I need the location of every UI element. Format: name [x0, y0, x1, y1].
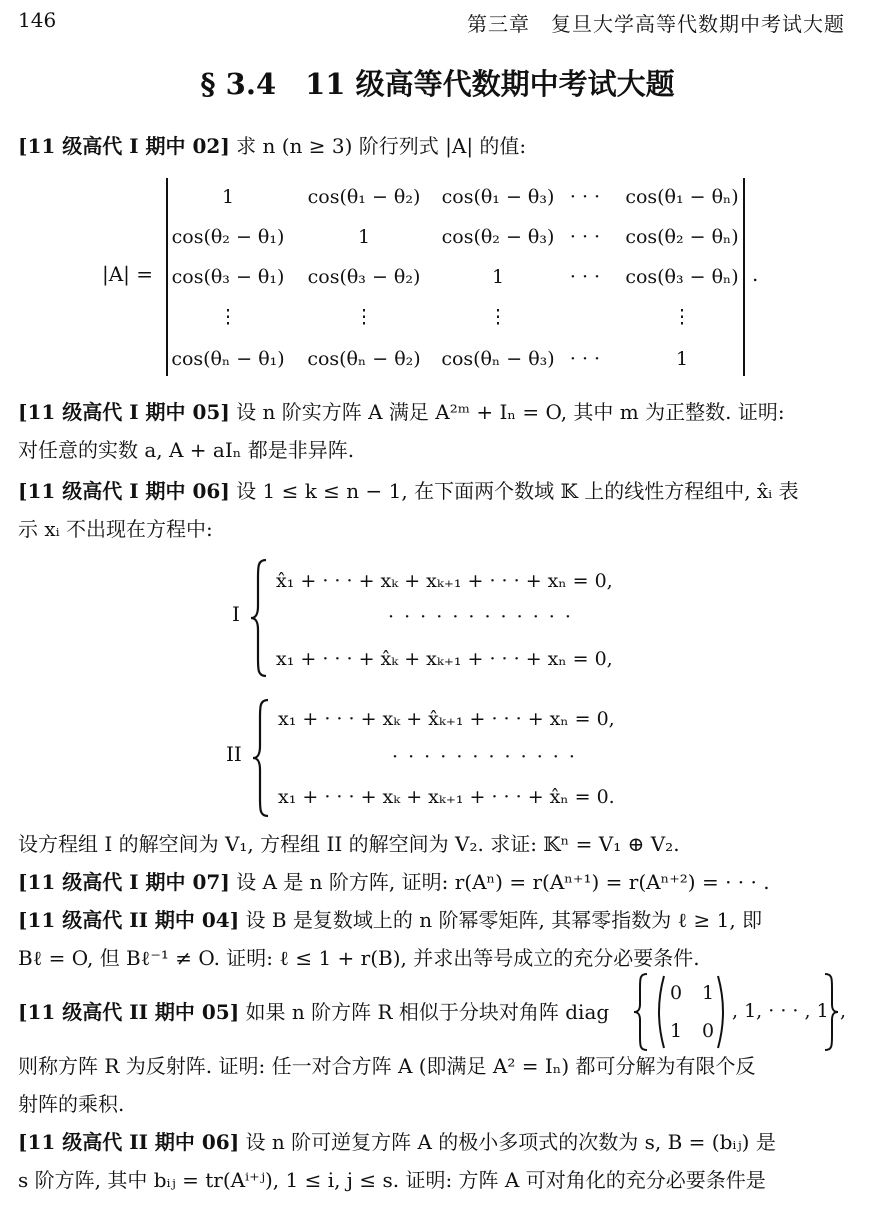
problem-3-line-1	[18, 473, 848, 509]
problem-1-statement	[18, 128, 848, 164]
diag-comma: ,	[840, 1000, 847, 1022]
determinant-cell: 1	[675, 348, 689, 370]
left-brace-icon	[250, 698, 272, 818]
right-curly-brace-icon	[822, 972, 840, 1052]
page-header	[18, 8, 845, 36]
determinant-cell: · · ·	[569, 348, 601, 370]
determinant-cell: cos(θ₁ − θ₂)	[307, 186, 421, 208]
matrix-cell: 0	[702, 1020, 715, 1042]
determinant-cell: cos(θ₃ − θ₂)	[307, 266, 421, 288]
problem-2-line-2: 对任意的实数 a, A + aIₙ 都是非异阵.	[18, 438, 355, 462]
determinant-cell: ⋮	[354, 306, 374, 328]
determinant-cell: cos(θ₁ − θₙ)	[625, 186, 739, 208]
determinant-cell: ⋮	[672, 306, 692, 328]
equation-row: x₁ + · · · + x̂ₖ + xₖ₊₁ + · · · + xₙ = 0,	[276, 648, 613, 670]
determinant-cell: cos(θ₂ − θₙ)	[625, 226, 739, 248]
problem-3-conclusion: 设方程组 I 的解空间为 V₁, 方程组 II 的解空间为 V₂. 求证: 𝕂ⁿ = V₁ ⊕ V₂.	[18, 832, 680, 856]
problem-text: 求 n (n ≥ 3) 阶行列式 |A| 的值:	[236, 134, 527, 158]
system-label: I	[232, 602, 240, 626]
problem-tag: [11 级高代 I 期中 06]	[18, 479, 230, 503]
left-paren-icon	[652, 974, 666, 1050]
matrix-cell: 0	[670, 982, 683, 1004]
problem-3-line-2: 示 xᵢ 不出现在方程中:	[18, 517, 213, 541]
problem-tag: [11 级高代 I 期中 05]	[18, 400, 230, 424]
matrix-cell: 1	[702, 982, 715, 1004]
determinant-cell: cos(θ₁ − θ₃)	[441, 186, 555, 208]
determinant-cell: 1	[221, 186, 235, 208]
system-label: II	[226, 742, 242, 766]
problem-2-line-1	[18, 394, 848, 430]
equation-row: x₁ + · · · + xₖ + xₖ₊₁ + · · · + x̂ₙ = 0.	[278, 786, 615, 808]
problem-tag: [11 级高代 I 期中 07]	[18, 870, 230, 894]
determinant-cell: cos(θ₂ − θ₁)	[171, 226, 285, 248]
problem-tag: [11 级高代 I 期中 02]	[18, 134, 230, 158]
determinant-label: |A| =	[102, 262, 154, 286]
problem-text: 设 n 阶可逆复方阵 A 的极小多项式的次数为 s, B = (bᵢⱼ) 是	[245, 1130, 776, 1154]
determinant-cell: cos(θ₃ − θₙ)	[625, 266, 739, 288]
determinant-right-bar	[743, 178, 745, 376]
determinant-cell: · · ·	[569, 186, 601, 208]
problem-7-line-2: s 阶方阵, 其中 bᵢⱼ = tr(Aⁱ⁺ʲ), 1 ≤ i, j ≤ s. 证明: 方阵 A 可对角化的充分必要条件是	[18, 1168, 766, 1192]
determinant-period: .	[752, 262, 759, 286]
problem-tag: [11 级高代 II 期中 05]	[18, 1000, 240, 1024]
determinant-cell: · · ·	[569, 226, 601, 248]
problem-5-line-2: Bℓ = O, 但 Bℓ⁻¹ ≠ O. 证明: ℓ ≤ 1 + r(B), 并求出等号成立的充分必要条件.	[18, 946, 700, 970]
problem-tag: [11 级高代 II 期中 06]	[18, 1130, 240, 1154]
problem-5-line-1	[18, 902, 848, 938]
equation-dots: · · · · · · · · · · · ·	[388, 606, 573, 628]
problem-6-line-3: 射阵的乘积.	[18, 1092, 125, 1116]
determinant-cell: cos(θₙ − θ₁)	[171, 348, 285, 370]
determinant-cell: ⋮	[488, 306, 508, 328]
determinant-cell: cos(θₙ − θ₃)	[441, 348, 555, 370]
equation-row: x₁ + · · · + xₖ + x̂ₖ₊₁ + · · · + xₙ = 0,	[278, 708, 615, 730]
page-number: 146	[18, 8, 57, 32]
problem-text: 设 1 ≤ k ≤ n − 1, 在下面两个数域 𝕂 上的线性方程组中, x̂ᵢ 表	[236, 479, 799, 503]
determinant-cell: 1	[491, 266, 505, 288]
matrix-cell: 1	[670, 1020, 683, 1042]
problem-text: 如果 n 阶方阵 R 相似于分块对角阵 diag	[245, 1000, 610, 1024]
problem-tag: [11 级高代 II 期中 04]	[18, 908, 240, 932]
section-title: § 3.4 11 级高等代数期中考试大题	[200, 67, 675, 101]
determinant-cell: cos(θₙ − θ₂)	[307, 348, 421, 370]
equation-dots: · · · · · · · · · · · ·	[392, 746, 577, 768]
determinant-cell: ⋮	[218, 306, 238, 328]
right-paren-icon	[716, 974, 730, 1050]
left-brace-icon	[248, 558, 270, 678]
determinant-cell: 1	[357, 226, 371, 248]
determinant-cell: · · ·	[569, 266, 601, 288]
problem-text: 设 A 是 n 阶方阵, 证明: r(Aⁿ) = r(Aⁿ⁺¹) = r(Aⁿ⁺²) = · · · .	[236, 870, 770, 894]
problem-4-statement	[18, 864, 848, 900]
running-title: 第三章 复旦大学高等代数期中考试大题	[467, 12, 845, 36]
problem-7-line-1	[18, 1124, 848, 1160]
left-curly-brace-icon	[632, 972, 650, 1052]
problem-6-line-2: 则称方阵 R 为反射阵. 证明: 任一对合方阵 A (即满足 A² = Iₙ) 都可分解为有限个反	[18, 1054, 756, 1078]
problem-text: 设 B 是复数域上的 n 阶幂零矩阵, 其幂零指数为 ℓ ≥ 1, 即	[245, 908, 763, 932]
diag-tail: , 1, · · · , 1	[732, 1000, 829, 1022]
determinant-cell: cos(θ₃ − θ₁)	[171, 266, 285, 288]
determinant-cell: cos(θ₂ − θ₃)	[441, 226, 555, 248]
equation-row: x̂₁ + · · · + xₖ + xₖ₊₁ + · · · + xₙ = 0,	[276, 570, 613, 592]
problem-text: 设 n 阶实方阵 A 满足 A²ᵐ + Iₙ = O, 其中 m 为正整数. 证明:	[236, 400, 785, 424]
